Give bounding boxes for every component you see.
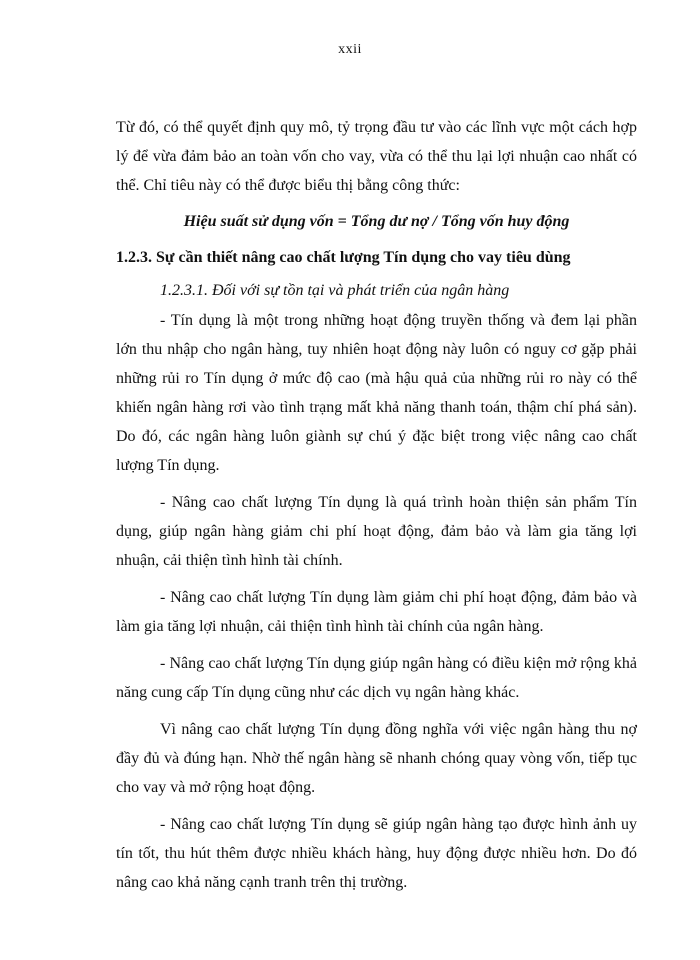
section-heading: 1.2.3. Sự cần thiết nâng cao chất lượng Tín dụng cho vay tiêu dùng	[116, 249, 571, 266]
paragraph: - Nâng cao chất lượng Tín dụng giúp ngân hàng có điều kiện mở rộng khả năng cung cấp Tín dụng cũng như các dịch vụ ngân hàng khác.	[116, 655, 637, 701]
intro-paragraph: Từ đó, có thể quyết định quy mô, tỷ trọng đầu tư vào các lĩnh vực một cách hợp lý để vừa đảm bảo an toàn vốn cho vay, vừa có thể thu lại lợi nhuận cao nhất có thể. Chỉ tiêu này có thể được biểu thị bằng công thức:	[116, 119, 637, 194]
page-number: xxii	[338, 42, 362, 57]
paragraph: - Nâng cao chất lượng Tín dụng sẽ giúp ngân hàng tạo được hình ảnh uy tín tốt, thu hút thêm được nhiều khách hàng, huy động được nhiều hơn. Do đó nâng cao khả năng cạnh tranh trên thị trường.	[116, 816, 637, 891]
formula: Hiệu suất sử dụng vốn = Tổng dư nợ / Tổng vốn huy động	[183, 213, 570, 230]
paragraph: Vì nâng cao chất lượng Tín dụng đồng nghĩa với việc ngân hàng thu nợ đầy đủ và đúng hạn. Nhờ thế ngân hàng sẽ nhanh chóng quay vòng vốn, tiếp tục cho vay và mở rộng hoạt động.	[116, 721, 637, 796]
paragraph: - Tín dụng là một trong những hoạt động truyền thống và đem lại phần lớn thu nhập cho ngân hàng, tuy nhiên hoạt động này luôn có nguy cơ gặp phải những rủi ro Tín dụng ở mức độ cao (mà hậu quả của những rủi ro này có thể khiến ngân hàng rơi vào tình trạng mất khả năng thanh toán, thậm chí phá sản). Do đó, các ngân hàng luôn giành sự chú ý đặc biệt trong việc nâng cao chất lượng Tín dụng.	[116, 312, 637, 474]
paragraph: - Nâng cao chất lượng Tín dụng là quá trình hoàn thiện sản phẩm Tín dụng, giúp ngân hàng giảm chi phí hoạt động, đảm bảo và làm gia tăng lợi nhuận, cải thiện tình hình tài chính.	[116, 494, 637, 569]
paragraph: - Nâng cao chất lượng Tín dụng làm giảm chi phí hoạt động, đảm bảo và làm gia tăng lợi nhuận, cải thiện tình hình tài chính của ngân hàng.	[116, 589, 637, 635]
body-text	[116, 113, 637, 897]
subsection-heading: 1.2.3.1. Đối với sự tồn tại và phát triển của ngân hàng	[160, 282, 510, 299]
